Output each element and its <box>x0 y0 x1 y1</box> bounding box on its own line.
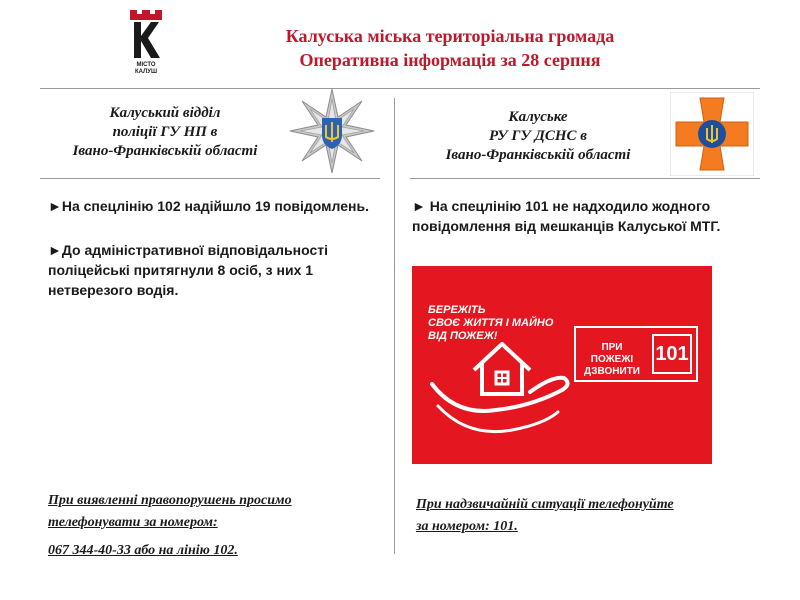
police-name-line2: поліції ГУ НП в <box>112 124 218 140</box>
dsns-dept-title <box>408 108 668 165</box>
header-subtitle: Оперативна інформація за 28 серпня <box>299 50 601 70</box>
fire-safety-poster <box>412 266 712 464</box>
police-footer-line2: телефонувати за номером: <box>48 515 218 530</box>
police-star-icon <box>286 86 378 176</box>
dsns-item-1: ► На спецлінію 101 не надходило жодного повідомлення від мешканців Калуської МТГ. <box>412 198 721 234</box>
dsns-cross-icon <box>670 92 754 176</box>
poster-call-box <box>574 326 698 382</box>
city-logo <box>126 8 166 78</box>
police-divider <box>40 178 380 179</box>
police-footer <box>48 490 292 562</box>
police-name-line3: Івано-Франківській області <box>72 143 258 159</box>
police-item-1: ►На спецлінію 102 надійшло 19 повідомлень. <box>48 198 369 214</box>
column-divider <box>394 98 395 554</box>
kalush-logo-icon <box>126 8 166 60</box>
dsns-phone-link[interactable]: за номером: 101. <box>416 519 518 534</box>
dsns-footer <box>416 494 674 538</box>
police-item-2: ►До адміністративної відповідальності поліцейські притягнули 8 осіб, з них 1 нетверезого водія. <box>48 242 329 298</box>
dsns-name-line1: Калуське <box>508 109 568 125</box>
poster-slogan: БЕРЕЖІТЬ СВОЄ ЖИТТЯ І МАЙНО ВІД ПОЖЕЖ! <box>428 304 554 342</box>
dsns-name-line2: РУ ГУ ДСНС в <box>489 128 587 144</box>
dsns-footer-line1: При надзвичайній ситуації телефонуйте <box>416 497 674 512</box>
police-phone-link[interactable]: 067 344-40-33 або на лінію 102. <box>48 543 238 558</box>
header-title: Калуська міська територіальна громада <box>285 26 615 46</box>
police-info <box>48 196 378 312</box>
police-footer-line1: При виявленні правопорушень просимо <box>48 493 292 508</box>
police-dept-title <box>40 104 290 161</box>
top-divider <box>40 88 760 89</box>
poster-call-text: ПРИ ПОЖЕЖІ ДЗВОНИТИ <box>584 342 640 377</box>
page-header <box>200 24 700 72</box>
poster-emergency-number: 101 <box>652 334 692 374</box>
dsns-divider <box>410 178 760 179</box>
dsns-name-line3: Івано-Франківській області <box>445 147 631 163</box>
police-name-line1: Калуський відділ <box>109 105 221 121</box>
logo-caption: МІСТО КАЛУШ <box>134 62 158 75</box>
dsns-info <box>412 196 732 248</box>
